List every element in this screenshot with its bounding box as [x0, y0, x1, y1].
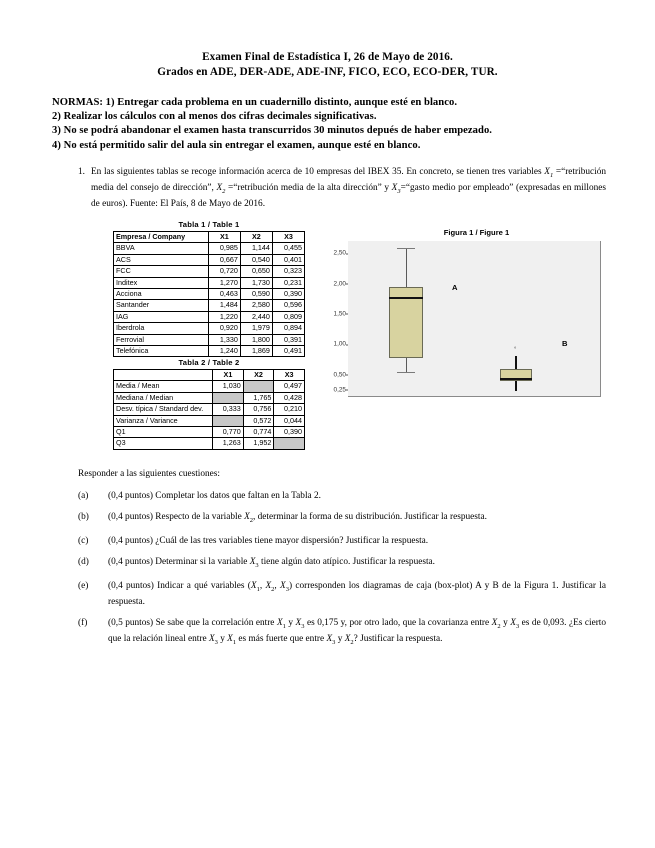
table-1-header-x1: X1 — [208, 232, 240, 243]
value-cell-x1: 1,330 — [208, 334, 240, 345]
question-item — [78, 617, 606, 650]
value-cell-x3: 0,391 — [272, 334, 304, 345]
problem-text — [91, 166, 606, 212]
value-cell-x2: 1,800 — [240, 334, 272, 345]
questions-section — [78, 468, 606, 657]
value-cell-x2: 1,979 — [240, 323, 272, 334]
y-axis-tick-label: 2,00 — [333, 280, 346, 288]
y-axis-tick-label: 1,00 — [333, 340, 346, 348]
boxplot-a-upper-cap — [397, 248, 415, 249]
question-tag: (e) — [78, 580, 89, 591]
table-2-header-statistic — [114, 370, 213, 381]
value-cell-x3: 0,390 — [274, 427, 305, 438]
rule-line-2: 2) Realizar los cálculos con al menos dos cifras decimales significativas. — [52, 111, 377, 123]
table-row — [114, 438, 305, 449]
problem-statement — [63, 166, 606, 212]
boxplot-b-upper-whisker — [515, 356, 517, 369]
company-name-cell: IAG — [114, 311, 209, 322]
question-text: (0,4 puntos) Determinar si la variable $X_3$ tiene algún dato atípico. Justificar la respuesta. — [108, 556, 435, 569]
title-line-1: Examen Final de Estadística I, 26 de Mayo de 2016. — [202, 51, 453, 63]
value-cell-x1: 0,667 — [208, 254, 240, 265]
table-row — [114, 311, 305, 322]
table-2-header-row — [114, 370, 305, 381]
y-axis-tick-label: 2,50 — [333, 249, 346, 257]
company-name-cell: Iberdrola — [114, 323, 209, 334]
table-2-header-x1: X1 — [213, 370, 244, 381]
boxplot-b-outlier-marker: ° — [514, 346, 517, 353]
statistic-name-cell: Mediana / Median — [114, 392, 213, 403]
value-cell-x1: 1,240 — [208, 346, 240, 357]
value-cell-x3: 0,401 — [272, 254, 304, 265]
company-name-cell: ACS — [114, 254, 209, 265]
value-cell-x2: 0,774 — [243, 427, 274, 438]
value-cell-x2: 2,580 — [240, 300, 272, 311]
value-cell-x1: 0,463 — [208, 289, 240, 300]
statistic-name-cell: Media / Mean — [114, 381, 213, 392]
table-1 — [113, 231, 305, 357]
company-name-cell: FCC — [114, 266, 209, 277]
value-cell-x2: 1,952 — [243, 438, 274, 449]
question-tag: (c) — [78, 536, 89, 547]
boxplot-chart — [333, 241, 601, 397]
question-item — [78, 511, 606, 527]
value-cell-x2: 0,590 — [240, 289, 272, 300]
variable-x2-symbol: $X_2$ — [216, 183, 226, 196]
question-item — [78, 490, 606, 503]
question-tag: (a) — [78, 491, 89, 502]
question-text: (0,5 puntos) Se sabe que la correlación entre $X_1$ y $X_3$ es 0,175 y, por otro lado, que la covarianza entre $X_2$ y $X_3$ es de 0,093. ¿Es cierto que la relación lineal entre $X_3$ y $X_1$ es más fuerte que entre $X_3$ y $X_2$? Justificar la respuesta. — [108, 617, 607, 647]
question-item — [78, 535, 606, 548]
variable-x1-symbol: $X_1$ — [544, 167, 554, 179]
value-cell-x1: 1,484 — [208, 300, 240, 311]
company-name-cell: Acciona — [114, 289, 209, 300]
table-1-header-x2: X2 — [240, 232, 272, 243]
question-text: (0,4 puntos) Completar los datos que faltan en la Tabla 2. — [108, 491, 321, 502]
value-cell-x2: 0,756 — [243, 404, 274, 415]
value-cell-x1: 0,770 — [213, 427, 244, 438]
value-cell-x3: 0,044 — [274, 415, 305, 426]
value-cell-x3: 0,455 — [272, 243, 304, 254]
question-text: (0,4 puntos) ¿Cuál de las tres variables tiene mayor dispersión? Justificar la respuesta. — [108, 536, 429, 547]
question-text: (0,4 puntos) Respecto de la variable $X_2$, determinar la forma de su distribución. Justificar la respuesta. — [108, 512, 487, 525]
value-cell-x3: 0,323 — [272, 266, 304, 277]
value-cell-x1: 0,333 — [213, 404, 244, 415]
question-tag: (b) — [78, 512, 89, 523]
table-row — [114, 392, 305, 403]
company-name-cell: Ferrovial — [114, 334, 209, 345]
problem-x2-definition: =“retribución media de la alta dirección” y — [225, 183, 392, 194]
value-cell-x1: 0,920 — [208, 323, 240, 334]
value-cell-x1: 1,270 — [208, 277, 240, 288]
statistic-name-cell: Q3 — [114, 438, 213, 449]
value-cell-x3: 0,596 — [272, 300, 304, 311]
table-1-caption: Tabla 1 / Table 1 — [178, 220, 240, 229]
boxplot-label-a: A — [452, 283, 458, 292]
table-row — [114, 381, 305, 392]
missing-value-cell-x3 — [274, 438, 305, 449]
y-axis-tick-label: 1,50 — [333, 310, 346, 318]
table-1-header-x3: X3 — [272, 232, 304, 243]
value-cell-x3: 0,210 — [274, 404, 305, 415]
variable-x3-symbol: $X_3$ — [391, 183, 401, 196]
rule-line-3: 3) No se podrá abandonar el examen hasta transcurridos 30 minutos depués de haber empezado. — [52, 125, 492, 137]
questions-lead: Responder a las siguientes cuestiones: — [78, 469, 221, 479]
value-cell-x2: 1,765 — [243, 392, 274, 403]
table-1-container — [113, 220, 305, 357]
table-row — [114, 289, 305, 300]
figure-1-caption: Figura 1 / Figure 1 — [443, 228, 510, 237]
question-text: (0,4 puntos) Indicar a qué variables ($X_1$, $X_2$, $X_3$) corresponden los diagramas de caja (box-plot) A y B de la Figura 1. Justificar la respuesta. — [108, 580, 606, 608]
rule-line-4: 4) No está permitido salir del aula sin entregar el examen, aunque esté en blanco. — [52, 139, 421, 151]
table-row — [114, 404, 305, 415]
missing-value-cell-x2 — [243, 381, 274, 392]
table-row — [114, 427, 305, 438]
boxplot-label-b: B — [562, 339, 568, 348]
value-cell-x3: 0,809 — [272, 311, 304, 322]
company-name-cell: Santander — [114, 300, 209, 311]
table-2-header-x2: X2 — [243, 370, 274, 381]
y-axis-tick-label: 0,50 — [333, 371, 346, 379]
question-item — [78, 580, 606, 610]
table-2-container — [113, 358, 305, 450]
boxplot-b-median-line — [500, 378, 532, 380]
table-2 — [113, 369, 305, 450]
value-cell-x3: 0,231 — [272, 277, 304, 288]
problem-number: 1. — [78, 167, 85, 177]
value-cell-x2: 0,540 — [240, 254, 272, 265]
table-1-header-company: Empresa / Company — [114, 232, 209, 243]
table-row — [114, 300, 305, 311]
company-name-cell: Inditex — [114, 277, 209, 288]
boxplot-a-median-line — [389, 297, 423, 299]
question-item — [78, 556, 606, 572]
page-title — [0, 50, 655, 80]
figure-1-container — [330, 228, 605, 413]
rule-line-1: NORMAS: 1) Entregar cada problema en un cuadernillo distinto, aunque esté en blanco. — [52, 97, 458, 108]
value-cell-x2: 1,730 — [240, 277, 272, 288]
value-cell-x3: 0,428 — [274, 392, 305, 403]
y-axis-tick-label: 0,25 — [333, 386, 346, 394]
table-2-header-x3: X3 — [274, 370, 305, 381]
question-tag: (d) — [78, 556, 89, 567]
missing-value-cell-x1 — [213, 392, 244, 403]
value-cell-x1: 0,720 — [208, 266, 240, 277]
table-row — [114, 334, 305, 345]
table-1-body — [114, 243, 305, 357]
value-cell-x2: 0,650 — [240, 266, 272, 277]
table-1-header-row — [114, 232, 305, 243]
table-row — [114, 277, 305, 288]
value-cell-x3: 0,390 — [272, 289, 304, 300]
boxplot-a-lower-cap — [397, 372, 415, 373]
statistic-name-cell: Desv. típica / Standard dev. — [114, 404, 213, 415]
value-cell-x2: 0,572 — [243, 415, 274, 426]
boxplot-a-upper-whisker — [406, 248, 407, 286]
problem-text-part1: En las siguientes tablas se recoge información acerca de 10 empresas del IBEX 35. En concreto, se tienen tres variables — [91, 167, 545, 177]
value-cell-x2: 2,440 — [240, 311, 272, 322]
value-cell-x1: 1,263 — [213, 438, 244, 449]
value-cell-x3: 0,497 — [274, 381, 305, 392]
value-cell-x1: 1,220 — [208, 311, 240, 322]
value-cell-x3: 0,894 — [272, 323, 304, 334]
title-line-2: Grados en ADE, DER-ADE, ADE-INF, FICO, ECO, ECO-DER, TUR. — [157, 66, 498, 78]
table-row — [114, 243, 305, 254]
value-cell-x2: 1,869 — [240, 346, 272, 357]
problem-x3-definition: =“gasto medio por empleado” (expresadas en millones de euros). Fuente: El País, 8 de Mayo de 2016. — [91, 183, 607, 210]
value-cell-x2: 1,144 — [240, 243, 272, 254]
statistic-name-cell: Varianza / Variance — [114, 415, 213, 426]
company-name-cell: Telefónica — [114, 346, 209, 357]
statistic-name-cell: Q1 — [114, 427, 213, 438]
missing-value-cell-x1 — [213, 415, 244, 426]
boxplot-b-lower-whisker — [515, 381, 517, 391]
exam-rules — [52, 96, 612, 153]
question-tag: (f) — [78, 617, 88, 628]
questions-list — [78, 490, 606, 649]
table-2-caption: Tabla 2 / Table 2 — [178, 358, 240, 367]
value-cell-x1: 0,985 — [208, 243, 240, 254]
table-row — [114, 254, 305, 265]
table-2-body — [114, 381, 305, 449]
company-name-cell: BBVA — [114, 243, 209, 254]
table-row — [114, 346, 305, 357]
value-cell-x3: 0,491 — [272, 346, 304, 357]
table-row — [114, 323, 305, 334]
value-cell-x1: 1,030 — [213, 381, 244, 392]
boxplot-a-lower-whisker — [406, 358, 407, 372]
table-row — [114, 266, 305, 277]
table-row — [114, 415, 305, 426]
problem-x1-definition: =“retribución media del consejo de dirección”, — [91, 167, 606, 194]
